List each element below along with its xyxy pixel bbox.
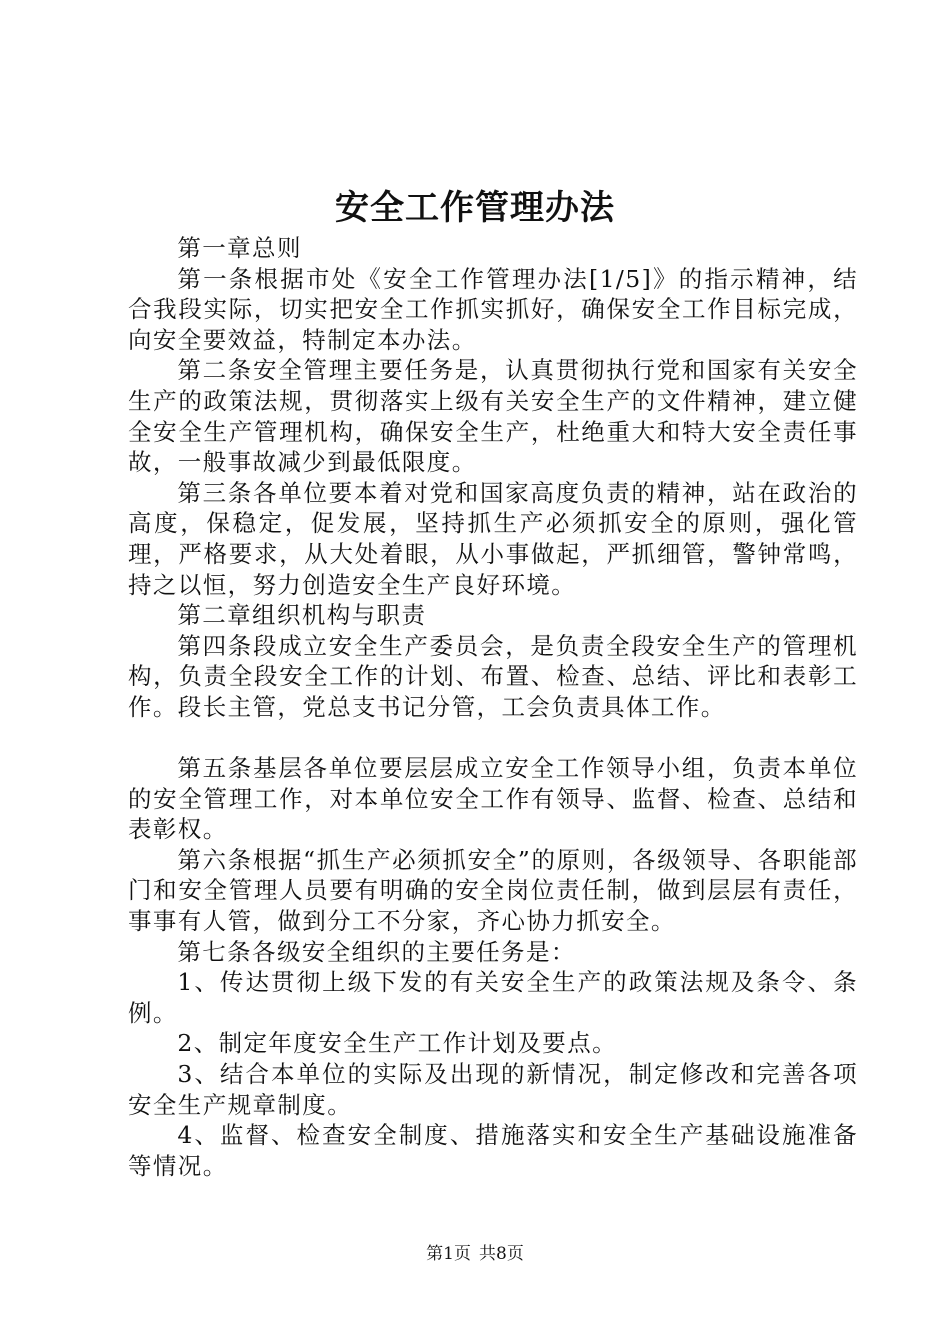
- list-item: 4、监督、检查安全制度、措施落实和安全生产基础设施准备等情况。: [128, 1121, 858, 1180]
- chapter-heading: 第二章组织机构与职责: [177, 601, 427, 630]
- page-total: 共8页: [479, 1244, 524, 1264]
- article-paragraph: 第七条各级安全组织的主要任务是：: [177, 937, 576, 966]
- article-paragraph: 第二条安全管理主要任务是，认真贯彻执行党和国家有关安全生产的政策法规，贯彻落实上级有关安全生产的文件精神，建立健全安全生产管理机构，确保安全生产，杜绝重大和特大安全责任事故，一般事故减少到最低限度。: [128, 356, 858, 477]
- document-title: 安全工作管理办法: [335, 188, 615, 228]
- article-paragraph: 第一条根据市处《安全工作管理办法[1/5]》的指示精神，结合我段实际，切实把安全工作抓实抓好，确保安全工作目标完成，向安全要效益，特制定本办法。: [128, 264, 858, 354]
- page-number: 第1页: [426, 1244, 471, 1264]
- document-body: [128, 233, 858, 1181]
- article-paragraph: 第六条根据“抓生产必须抓安全”的原则，各级领导、各职能部门和安全管理人员要有明确的安全岗位责任制，做到层层有责任，事事有人管，做到分工不分家，齐心协力抓安全。: [128, 845, 858, 936]
- list-item: 3、结合本单位的实际及出现的新情况，制定修改和完善各项安全生产规章制度。: [128, 1060, 858, 1119]
- article-paragraph: 第四条段成立安全生产委员会，是负责全段安全生产的管理机构，负责全段安全工作的计划、布置、检查、总结、评比和表彰工作。段长主管，党总支书记分管，工会负责具体工作。: [128, 631, 858, 721]
- article-paragraph: 第五条基层各单位要层层成立安全工作领导小组，负责本单位的安全管理工作，对本单位安全工作有领导、监督、检查、总结和表彰权。: [128, 754, 858, 844]
- list-item: 1、传达贯彻上级下发的有关安全生产的政策法规及条令、条例。: [128, 968, 858, 1027]
- article-paragraph: 第三条各单位要本着对党和国家高度负责的精神，站在政治的高度，保稳定，促发展，坚持抓生产必须抓安全的原则，强化管理，严格要求，从大处着眼，从小事做起，严抓细管，警钟常鸣，持之以恒，努力创造安全生产良好环境。: [128, 478, 858, 599]
- list-item: 2、制定年度安全生产工作计划及要点。: [177, 1029, 617, 1058]
- chapter-heading: 第一章总则: [177, 234, 302, 262]
- page-footer: [0, 1242, 950, 1266]
